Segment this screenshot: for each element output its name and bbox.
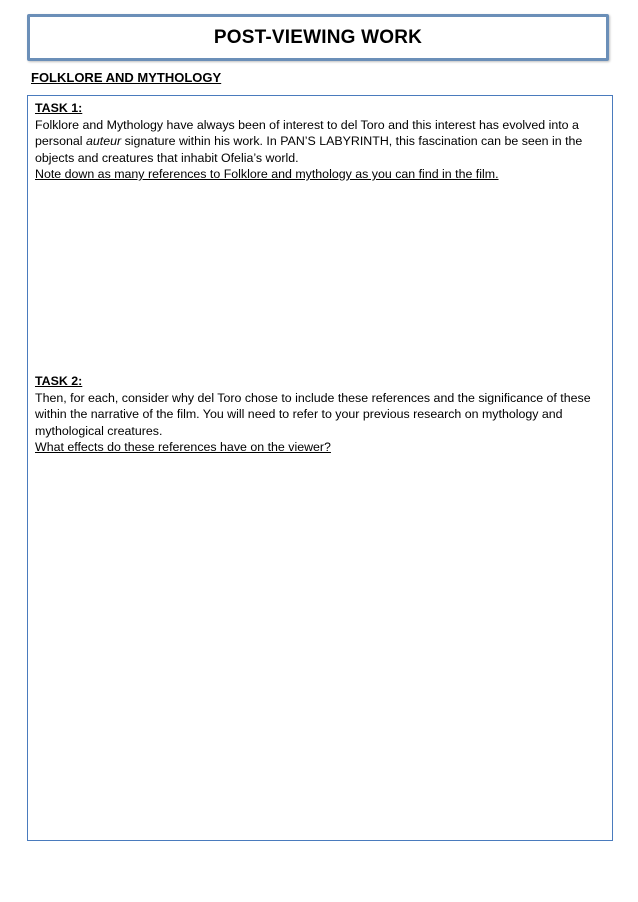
task-1-body	[35, 117, 595, 167]
task-2-body: Then, for each, consider why del Toro chose to include these references and the significance of these within the narrative of the film. You will need to refer to your previous research on mythology and mythological creatures.	[35, 390, 591, 438]
task-1-body-part1: Folklore and Mythology have always been of interest to del Toro and this interest has evolved into a personal	[35, 117, 579, 148]
task-1-body-part2: signature within his work. In PAN’S LABYRINTH, this fascination can be seen in the objects and creatures that inhabit Ofelia’s world.	[35, 134, 583, 165]
task-2-label: TASK 2:	[35, 374, 83, 388]
title-banner	[27, 14, 609, 61]
task-2-instruction: What effects do these references have on the viewer?	[35, 440, 331, 454]
task-2	[35, 373, 595, 456]
page-title: POST-VIEWING WORK	[213, 26, 423, 48]
task-1-instruction: Note down as many references to Folklore and mythology as you can find in the film.	[35, 167, 499, 181]
section-heading: FOLKLORE AND MYTHOLOGY	[31, 70, 222, 85]
worksheet-answer-box[interactable]	[27, 95, 613, 841]
task-1	[35, 100, 595, 183]
task-1-body-italic: auteur	[85, 134, 122, 148]
task-1-label: TASK 1:	[35, 101, 83, 115]
